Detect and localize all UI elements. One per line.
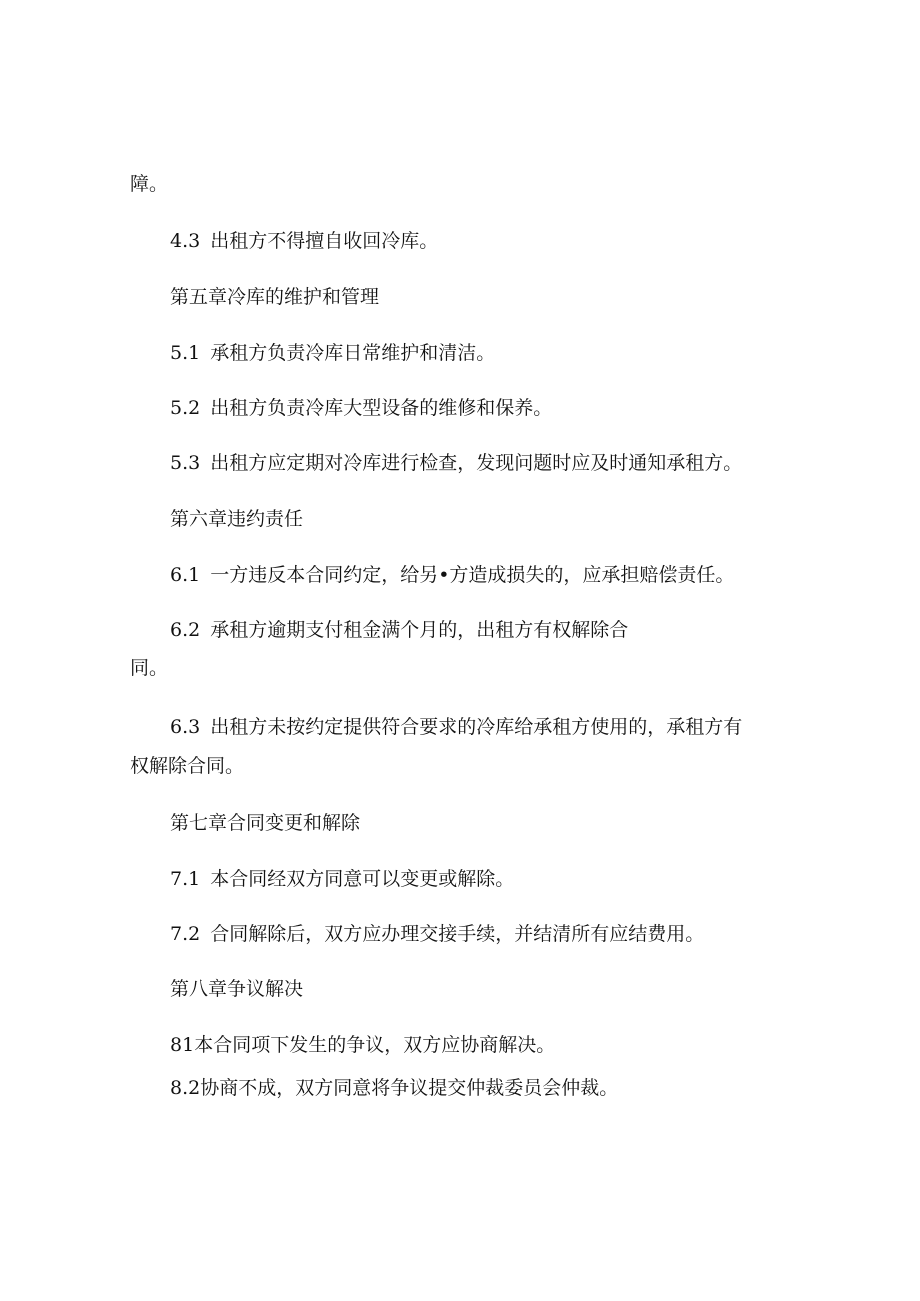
clause-text: 出租方未按约定提供符合要求的冷库给承租方使用的，承租方有 xyxy=(210,716,743,738)
clause-text: 本合同经双方同意可以变更或解除。 xyxy=(210,868,515,890)
clause-8-2 xyxy=(170,1076,618,1100)
clause-number: 6.2 xyxy=(170,619,201,641)
paragraph-text: 权解除合同。 xyxy=(130,755,245,777)
chapter-heading-8: 第八章争议解决 xyxy=(170,978,304,1000)
clause-5-1 xyxy=(170,341,495,365)
clause-number: 5.1 xyxy=(170,342,201,364)
clause-number: 6.1 xyxy=(170,564,201,586)
paragraph-continuation xyxy=(130,754,244,778)
clause-number: 5.2 xyxy=(170,397,201,419)
clause-number: 8.2 xyxy=(170,1077,201,1099)
paragraph-text: 同。 xyxy=(130,657,169,679)
clause-text: 协商不成，双方同意将争议提交仲裁委员会仲裁。 xyxy=(200,1077,619,1099)
clause-5-3 xyxy=(170,451,742,475)
clause-text: 承租方逾期支付租金满个月的，出租方有权解除合 xyxy=(210,619,629,641)
paragraph-continuation xyxy=(130,656,168,680)
clause-text: 一方违反本合同约定，给另•方造成损失的，应承担赔偿责任。 xyxy=(210,564,735,586)
clause-6-3 xyxy=(170,715,742,739)
clause-7-2 xyxy=(170,922,704,946)
chapter-heading-6: 第六章违约责任 xyxy=(170,508,304,530)
clause-text: 本合同项下发生的争议，双方应协商解决。 xyxy=(194,1034,556,1056)
clause-text: 承租方负责冷库日常维护和清洁。 xyxy=(210,342,496,364)
clause-text: 出租方应定期对冷库进行检查，发现问题时应及时通知承租方。 xyxy=(210,452,743,474)
clause-text: 合同解除后，双方应办理交接手续，并结清所有应结费用。 xyxy=(210,923,705,945)
clause-number: 7.1 xyxy=(170,868,201,890)
clause-8-1 xyxy=(170,1033,555,1057)
clause-number: 6.3 xyxy=(170,716,201,738)
chapter-heading-5: 第五章冷库的维护和管理 xyxy=(170,286,380,308)
clause-text: 出租方负责冷库大型设备的维修和保养。 xyxy=(210,397,553,419)
clause-6-1 xyxy=(170,563,734,587)
chapter-heading-7: 第七章合同变更和解除 xyxy=(170,812,361,834)
paragraph-text: 障。 xyxy=(130,173,169,195)
clause-4-3 xyxy=(170,229,438,253)
clause-7-1 xyxy=(170,867,514,891)
clause-number: 7.2 xyxy=(170,923,201,945)
clause-number: 5.3 xyxy=(170,452,201,474)
clause-5-2 xyxy=(170,396,552,420)
clause-6-2 xyxy=(170,618,628,642)
clause-text: 出租方不得擅自收回冷库。 xyxy=(210,230,439,252)
paragraph-continuation xyxy=(130,172,168,196)
clause-number: 4.3 xyxy=(170,230,201,252)
clause-number: 81 xyxy=(170,1034,195,1056)
